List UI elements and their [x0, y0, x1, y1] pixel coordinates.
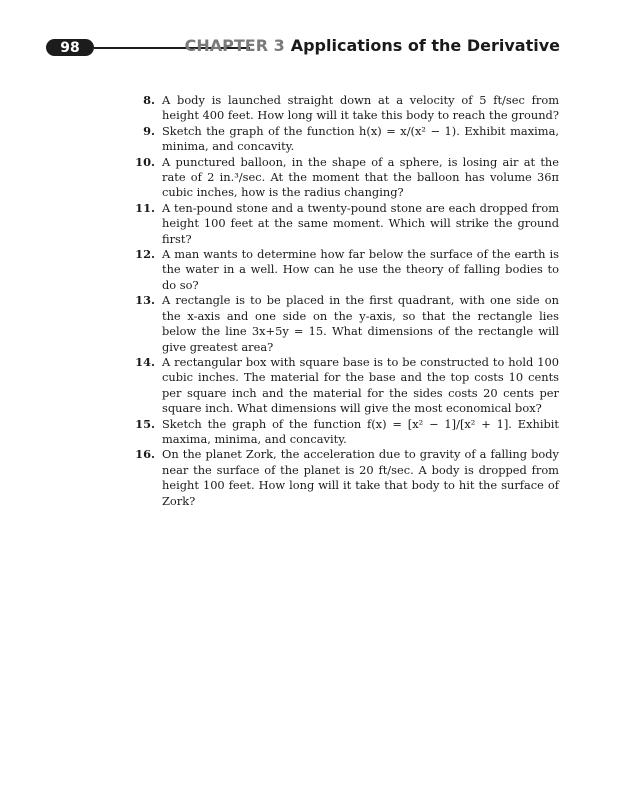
problem-number: 16.: [135, 447, 155, 462]
problem-item: [131, 447, 559, 509]
problem-item: [131, 355, 559, 417]
problem-number: 8.: [143, 93, 155, 107]
problem-number: 13.: [135, 293, 155, 308]
problem-number: 10.: [135, 154, 155, 169]
problem-number: 9.: [143, 123, 155, 138]
problem-item: [131, 247, 559, 293]
page-header: [46, 36, 560, 60]
chapter-label: CHAPTER 3: [184, 36, 285, 55]
problem-text: A ten-pound stone and a twenty-pound stone are each dropped from height 100 feet at the same moment. Which will strike the ground first?: [162, 200, 559, 246]
problem-text: A rectangle is to be placed in the first quadrant, with one side on the x-axis and one side on the y-axis, so that the rectangle lies below the line 3x+5y = 15. What dimensions of the rectangle will give greatest area?: [162, 293, 559, 354]
problem-text: A punctured balloon, in the shape of a sphere, is losing air at the rate of 2 in.³/sec. At the moment that the balloon has volume 36π cubic inches, how is the radius changing?: [162, 154, 559, 200]
problem-item: [131, 155, 559, 201]
problem-number: 15.: [135, 416, 155, 431]
problem-item: [131, 93, 559, 124]
chapter-heading: [185, 36, 560, 55]
problem-text: Sketch the graph of the function h(x) = x/(x² − 1). Exhibit maxima, minima, and concavity.: [162, 123, 559, 154]
problem-text: A body is launched straight down at a velocity of 5 ft/sec from height 400 feet. How long will it take this body to reach the ground?: [162, 93, 559, 123]
problem-list: [131, 93, 559, 509]
page-number: 98: [60, 39, 80, 56]
problem-item: [131, 201, 559, 247]
problem-item: [131, 124, 559, 155]
problem-item: [131, 417, 559, 448]
problem-number: 14.: [135, 354, 155, 369]
problem-number: 12.: [135, 247, 155, 262]
problem-number: 11.: [135, 200, 155, 215]
problem-item: [131, 293, 559, 355]
page-number-badge: [46, 39, 94, 56]
problem-text: Sketch the graph of the function f(x) = [x² − 1]/[x² + 1]. Exhibit maxima, minima, and concavity.: [162, 416, 559, 446]
problem-text: A rectangular box with square base is to be constructed to hold 100 cubic inches. The material for the base and the top costs 10 cents per square inch and the material for the sides costs 20 cents per square inch. What dimensions will give the most economical box?: [162, 354, 559, 416]
problem-text: On the planet Zork, the acceleration due to gravity of a falling body near the surface of the planet is 20 ft/sec. A body is dropped from height 100 feet. How long will it take that body to hit the surface of Zork?: [162, 447, 559, 508]
problem-text: A man wants to determine how far below the surface of the earth is the water in a well. How can he use the theory of falling bodies to do so?: [162, 247, 559, 292]
chapter-title: Applications of the Derivative: [290, 36, 560, 55]
